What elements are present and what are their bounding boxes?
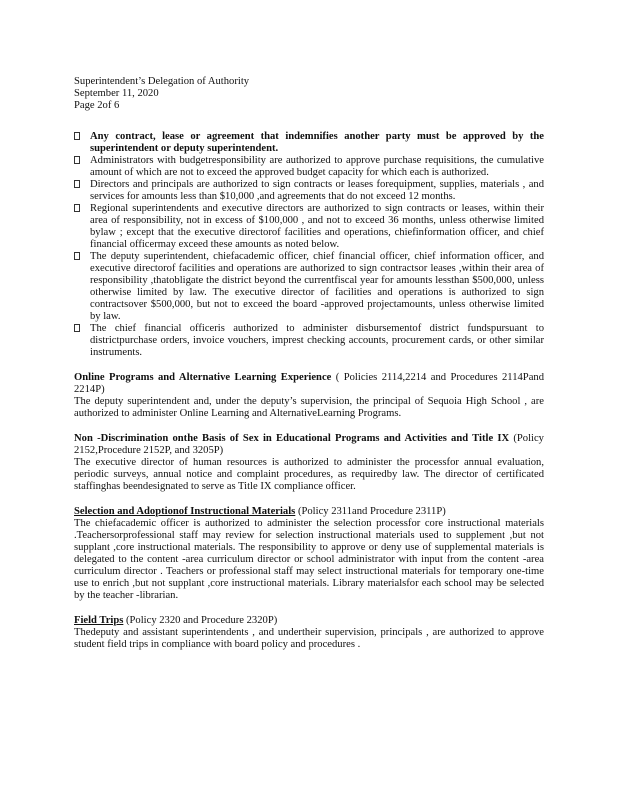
section-instructional-materials: [74, 506, 544, 602]
bullet-icon: [74, 132, 80, 140]
section-reference: (Policy 2311and Procedure 2311P): [295, 506, 446, 517]
section-title: Selection and Adoptionof Instructional Materials: [74, 506, 296, 517]
list-item: [74, 179, 544, 203]
bullet-icon: [74, 156, 80, 164]
list-item-text: The deputy superintendent, chiefacademic officer, chief financial officer, chief information officer, and executive directorof facilities and operations are authorized to sign contractsor leases ,within their area of responsibility ,thatobligate the district beyond the currentfiscal year for amounts lessthan $500,000, unless otherwise limited by law. The executive director of facilities and operations is authorized to sign contractsover $500,000, but not to exceed the board -approved projectamounts, unless otherwise limited by law.: [90, 251, 544, 322]
list-item-text: Any contract, lease or agreement that indemnifies another party must be approved by the superintendent or deputy superintendent.: [90, 131, 544, 154]
bullet-icon: [74, 204, 80, 212]
list-item-text: The chief financial officeris authorized to administer disbursementof district fundspursuant to districtpurchase orders, invoice vouchers, imprest checking accounts, procurement cards, or other similar instruments.: [90, 323, 544, 358]
list-item: [74, 251, 544, 323]
section-heading: [74, 433, 544, 457]
section-body: The deputy superintendent and, under the deputy’s supervision, the principal of Sequoia High School , are authorized to administer Online Learning and AlternativeLearning Programs.: [74, 396, 544, 419]
bullet-icon: [74, 252, 80, 260]
section-title: Online Programs and Alternative Learning Experience: [74, 372, 332, 383]
section-body: The chiefacademic officer is authorized to administer the selection processfor core instructional materials .Teachersorprofessional staff may review for selection instructional materials used to supplement ,but not supplant ,core instructional materials. The responsibility to approve or deny use of supplemental materials is delegated to the content -area curriculum director or school administrator with input from the content -area curriculum director . Teachers or professional staff may select instructional materials for temporary one-time use to enrich ,but not supplant ,core instructional materials. Library materialsfor each school may be selected by the teacher -librarian.: [74, 518, 544, 601]
section-reference: (Policy 2320 and Procedure 2320P): [123, 615, 278, 626]
list-item-text: Directors and principals are authorized to sign contracts or leases forequipment, supplies, materials , and services for amounts less than $10,000 ,and agreements that do not exceed 12 months.: [90, 179, 544, 202]
section-reference: ( Policies 2114,2214 and Procedures 2114Pand 2214P): [74, 372, 544, 395]
list-item: [74, 155, 544, 179]
section-body: Thedeputy and assistant superintendents , and undertheir supervision, principals , are authorized to approve student field trips in compliance with board policy and procedures .: [74, 627, 544, 650]
document-title: Superintendent’s Delegation of Authority: [74, 76, 250, 87]
list-item: [74, 203, 544, 251]
section-heading: [74, 615, 544, 627]
section-non-discrimination: [74, 433, 544, 493]
page-number: Page 2of 6: [74, 100, 120, 111]
list-item-text: Administrators with budgetresponsibility are authorized to approve purchase requisitions, the cumulative amount of which are not to exceed the approved budget capacity for which each is authorized.: [90, 155, 544, 178]
bullet-icon: [74, 324, 80, 332]
section-body: The executive director of human resources is authorized to administer the processfor annual evaluation, periodic surveys, annual notice and complaint procedures, as requiredby law. The director of certificated staffinghas beendesignated to serve as Title IX compliance officer.: [74, 457, 544, 492]
document-body: [74, 131, 544, 651]
section-heading: [74, 506, 544, 518]
section-online-programs: [74, 372, 544, 420]
section-title: Field Trips: [74, 615, 124, 626]
document-date: September 11, 2020: [74, 88, 159, 99]
section-reference: (Policy 2152,Procedure 2152P, and 3205P): [74, 433, 544, 456]
list-item-text: Regional superintendents and executive directors are authorized to sign contracts or leases, within their area of responsibility, not in excess of $100,000 , and not to exceed 36 months, unless otherwise limited bylaw ; except that the executive directorof facilities and operations, chiefinformation officer, and chief financial officermay exceed these amounts as noted below.: [90, 203, 544, 250]
list-item: [74, 323, 544, 359]
page-header: [74, 76, 494, 112]
section-title: Non -Discrimination onthe Basis of Sex in Educational Programs and Activities and Title IX: [74, 433, 510, 444]
section-field-trips: [74, 615, 544, 651]
delegation-list: [74, 131, 544, 359]
bullet-icon: [74, 180, 80, 188]
section-heading: [74, 372, 544, 396]
list-item: [74, 131, 544, 155]
